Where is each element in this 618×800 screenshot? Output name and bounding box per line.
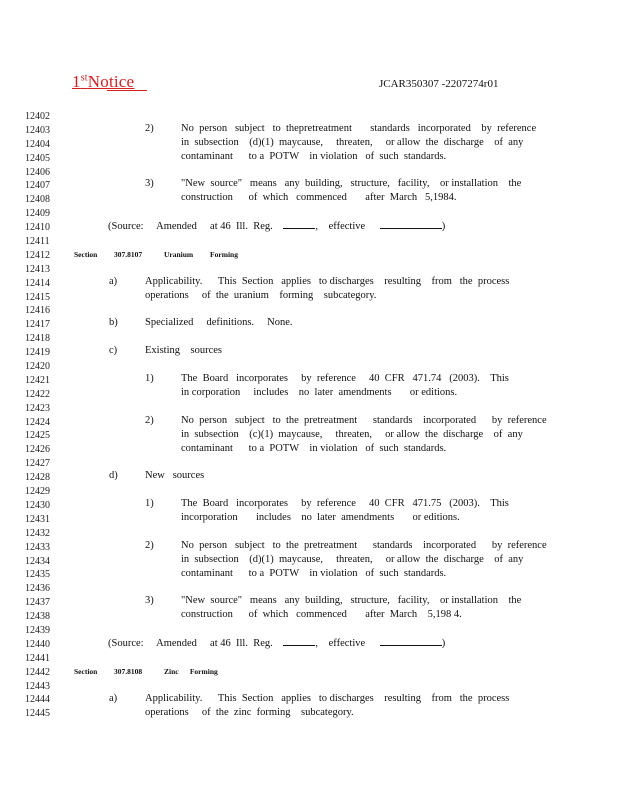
text-line: construction of which commenced after March 5,1984. xyxy=(181,192,457,203)
line-number: 12411 xyxy=(25,236,50,248)
line-number: 12410 xyxy=(25,222,50,234)
text-line: construction of which commenced after March 5,198 4. xyxy=(181,609,462,620)
section-number: 307.8107 xyxy=(114,250,143,259)
line-number: 12403 xyxy=(25,124,50,136)
text-line: "New source" means any building, structure, facility, or installation the xyxy=(181,178,522,189)
line-number: 12445 xyxy=(25,708,50,720)
source-note xyxy=(108,636,445,651)
paragraph xyxy=(181,497,509,525)
text-line: operations of the uranium forming subcategory. xyxy=(145,290,377,301)
paragraph xyxy=(181,594,521,622)
paragraph xyxy=(145,275,509,303)
item-label: 2) xyxy=(145,415,154,426)
line-number: 12412 xyxy=(25,249,50,261)
line-number: 12407 xyxy=(25,180,50,192)
text-line: No person subject to the pretreatment standards incorporated by reference xyxy=(181,415,547,426)
text-line: No person subject to thepretreatment standards incorporated by reference xyxy=(181,123,537,134)
line-number: 12427 xyxy=(25,458,50,470)
text-line: in subsection (d)(1) maycause, threaten, or allow the discharge of any xyxy=(181,137,524,148)
item-label: c) xyxy=(109,345,118,356)
line-number: 12434 xyxy=(25,555,50,567)
section-title: Uranium Forming xyxy=(164,250,238,259)
text-line: in subsection (d)(1) maycause, threaten, or allow the discharge of any xyxy=(181,554,524,565)
line-number: 12413 xyxy=(25,263,50,275)
line-number: 12406 xyxy=(25,166,50,178)
text-line: contaminant to a POTW in violation of such standards. xyxy=(181,568,447,579)
line-number: 12431 xyxy=(25,513,50,525)
line-number: 12432 xyxy=(25,527,50,539)
paragraph xyxy=(181,539,547,581)
line-number: 12422 xyxy=(25,388,50,400)
line-number: 12436 xyxy=(25,583,50,595)
text-line: No person subject to the pretreatment standards incorporated by reference xyxy=(181,540,547,551)
blank-line xyxy=(380,636,442,646)
paragraph xyxy=(145,316,293,330)
text-line: in subsection (c)(1) maycause, threaten, or allow the discharge of any xyxy=(181,429,523,440)
line-number: 12428 xyxy=(25,472,50,484)
line-number: 12408 xyxy=(25,194,50,206)
source-effective: effective xyxy=(328,221,366,232)
section-word: Section xyxy=(74,667,98,676)
line-number: 12424 xyxy=(25,416,50,428)
blank-line xyxy=(283,219,315,229)
line-number: 12433 xyxy=(25,541,50,553)
line-number: 12439 xyxy=(25,624,50,636)
text-line: in corporation includes no later amendments or editions. xyxy=(181,387,458,398)
source-comma: , xyxy=(315,638,319,649)
text-line: The Board incorporates by reference 40 CFR 471.75 (2003). This xyxy=(181,498,509,509)
line-number: 12420 xyxy=(25,361,50,373)
text-line: contaminant to a POTW in violation of such standards. xyxy=(181,443,447,454)
line-number: 12425 xyxy=(25,430,50,442)
item-label: 1) xyxy=(145,373,154,384)
text-line: operations of the zinc forming subcategory. xyxy=(145,707,354,718)
blank-line xyxy=(380,219,442,229)
item-label: a) xyxy=(109,693,118,704)
paragraph xyxy=(145,692,509,720)
item-label: 2) xyxy=(145,540,154,551)
source-comma: , xyxy=(315,221,319,232)
notice-heading: 1stNotice xyxy=(72,72,135,91)
item-label: 3) xyxy=(145,178,154,189)
blank-line xyxy=(283,636,315,646)
source-note xyxy=(108,219,445,234)
line-number: 12437 xyxy=(25,597,50,609)
text-line: incorporation includes no later amendments or editions. xyxy=(181,512,460,523)
paragraph xyxy=(181,372,509,400)
source-close: ) xyxy=(441,638,446,649)
line-number: 12444 xyxy=(25,694,50,706)
line-number: 12415 xyxy=(25,291,50,303)
item-label: 3) xyxy=(145,595,154,606)
line-number: 12421 xyxy=(25,374,50,386)
section-title: Zinc Forming xyxy=(164,667,218,676)
line-number: 12443 xyxy=(25,680,50,692)
line-number: 12438 xyxy=(25,611,50,623)
line-number: 12416 xyxy=(25,305,50,317)
paragraph xyxy=(145,344,222,358)
text-line: The Board incorporates by reference 40 CFR 471.74 (2003). This xyxy=(181,373,509,384)
line-number: 12419 xyxy=(25,347,50,359)
line-numbers xyxy=(25,110,50,721)
line-number: 12414 xyxy=(25,277,50,289)
source-effective: effective xyxy=(328,638,366,649)
line-number: 12435 xyxy=(25,569,50,581)
source-text: (Source: Amended at 46 Ill. Reg. xyxy=(108,638,273,649)
text-line: Specialized definitions. None. xyxy=(145,317,293,328)
source-close: ) xyxy=(441,221,446,232)
line-number: 12423 xyxy=(25,402,50,414)
paragraph xyxy=(181,414,547,456)
line-number: 12404 xyxy=(25,138,50,150)
line-number: 12442 xyxy=(25,666,50,678)
paragraph xyxy=(145,469,204,483)
item-label: b) xyxy=(109,317,118,328)
line-number: 12441 xyxy=(25,652,50,664)
line-number: 12402 xyxy=(25,111,50,122)
item-label: 2) xyxy=(145,123,154,134)
paragraph xyxy=(181,122,536,164)
text-line: New sources xyxy=(145,470,205,481)
text-line: Applicability. This Section applies to discharges resulting from the process xyxy=(145,276,510,287)
line-number: 12426 xyxy=(25,444,50,456)
item-label: d) xyxy=(109,470,118,481)
line-number: 12409 xyxy=(25,208,50,220)
paragraph xyxy=(181,177,521,205)
line-number: 12430 xyxy=(25,499,50,511)
section-number: 307.8108 xyxy=(114,667,143,676)
line-number: 12429 xyxy=(25,486,50,498)
text-line: "New source" means any building, structure, facility, or installation the xyxy=(181,595,522,606)
section-word: Section xyxy=(74,250,98,259)
text-line: Existing sources xyxy=(145,345,222,356)
document-code: JCAR350307 -2207274r01 xyxy=(379,78,499,90)
text-line: Applicability. This Section applies to discharges resulting from the process xyxy=(145,693,510,704)
line-number: 12417 xyxy=(25,319,50,331)
item-label: 1) xyxy=(145,498,154,509)
line-number: 12418 xyxy=(25,333,50,345)
source-text: (Source: Amended at 46 Ill. Reg. xyxy=(108,221,273,232)
notice-underline xyxy=(107,90,147,91)
line-number: 12440 xyxy=(25,638,50,650)
item-label: a) xyxy=(109,276,118,287)
line-number: 12405 xyxy=(25,152,50,164)
text-line: contaminant to a POTW in violation of such standards. xyxy=(181,151,447,162)
